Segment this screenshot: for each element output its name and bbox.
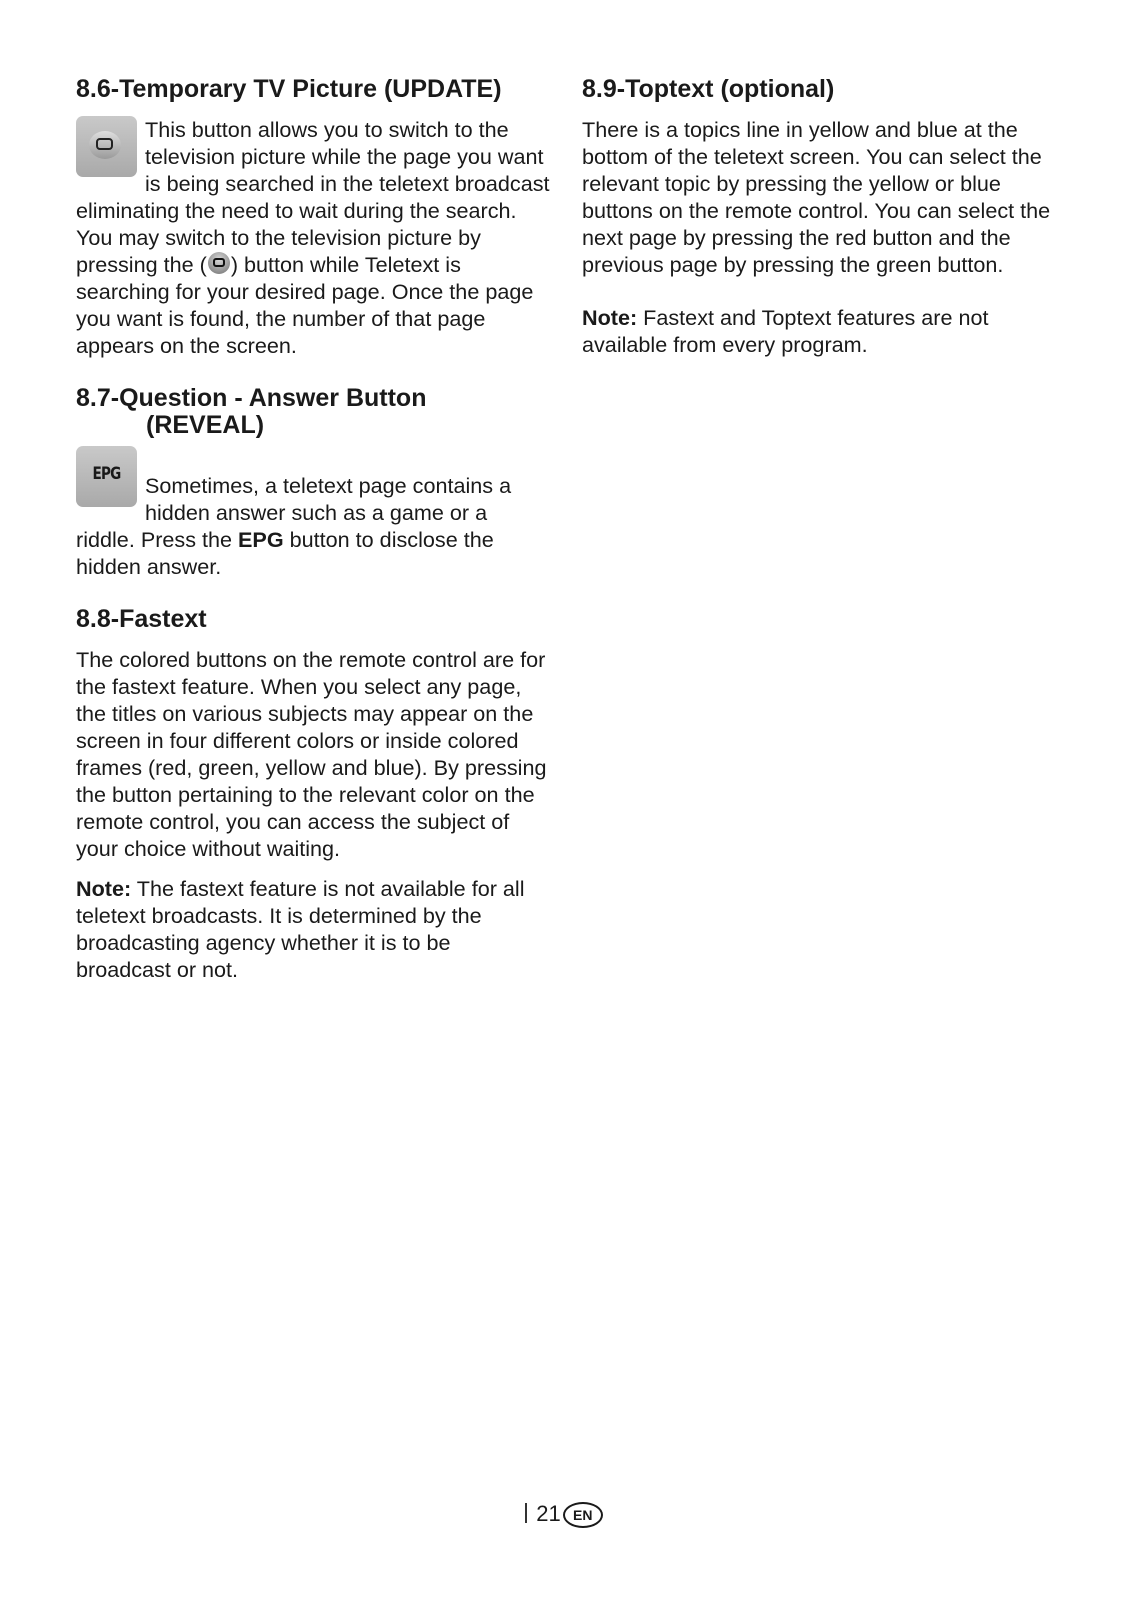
- epg-key-label: EPG: [92, 464, 121, 484]
- epg-bold-text: EPG: [238, 527, 284, 552]
- page-number: 21: [536, 1501, 561, 1526]
- left-column: [76, 76, 551, 983]
- section-8-7-paragraph: Sometimes, a teletext page contains a hidden answer such as a game or a riddle. Press the EPG button to disclose the hidden answer.: [76, 473, 512, 579]
- section-8-9-paragraph: There is a topics line in yellow and blue at the bottom of the teletext screen. You can select the relevant topic by pressing the yellow or blue buttons on the remote control. You can select the next page by pressing the red button and the previous page by pressing the green button.: [582, 117, 1051, 277]
- section-8-9-heading: 8.9-Toptext (optional): [582, 75, 835, 103]
- section-8-9-note: Note: Fastext and Toptext features are not available from every program.: [582, 305, 989, 357]
- section-8-6-heading: 8.6-Temporary TV Picture (UPDATE): [76, 75, 502, 103]
- section-8-6-body: [76, 116, 551, 359]
- note-label: Note:: [76, 876, 132, 901]
- section-8-7-body: [76, 452, 551, 580]
- note-label: Note:: [582, 305, 638, 330]
- section-8-6-paragraph: This button allows you to switch to the television picture while the page you want is being searched in the teletext broadcast eliminating the need to wait during the search. You may switch to the television picture by pressing the ( ) button while Teletext is searching for your desired page. Once the page you want is found, the number of that page appears on the screen.: [76, 117, 550, 358]
- right-column: [582, 76, 1062, 358]
- section-8-8-paragraph: The colored buttons on the remote control are for the fastext feature. When you select any page, the titles on various subjects may appear on the screen in four different colors or inside colored frames (red, green, yellow and blue). By pressing the button pertaining to the relevant color on the remote control, you can access the subject of your choice without waiting.: [76, 647, 547, 861]
- epg-key-icon: [76, 446, 137, 507]
- tv-picture-key-icon: [76, 116, 137, 177]
- language-badge: EN: [563, 1502, 603, 1528]
- footer-divider: [525, 1503, 527, 1523]
- tv-picture-inline-icon: [208, 252, 230, 274]
- section-8-7-heading: 8.7-Question - Answer Button (REVEAL): [76, 384, 427, 439]
- section-8-8-heading: 8.8-Fastext: [76, 605, 207, 633]
- page-footer: [0, 1499, 1128, 1529]
- section-8-8-note: Note: The fastext feature is not available for all teletext broadcasts. It is determined by the broadcasting agency whether it is to be broadcast or not.: [76, 876, 525, 982]
